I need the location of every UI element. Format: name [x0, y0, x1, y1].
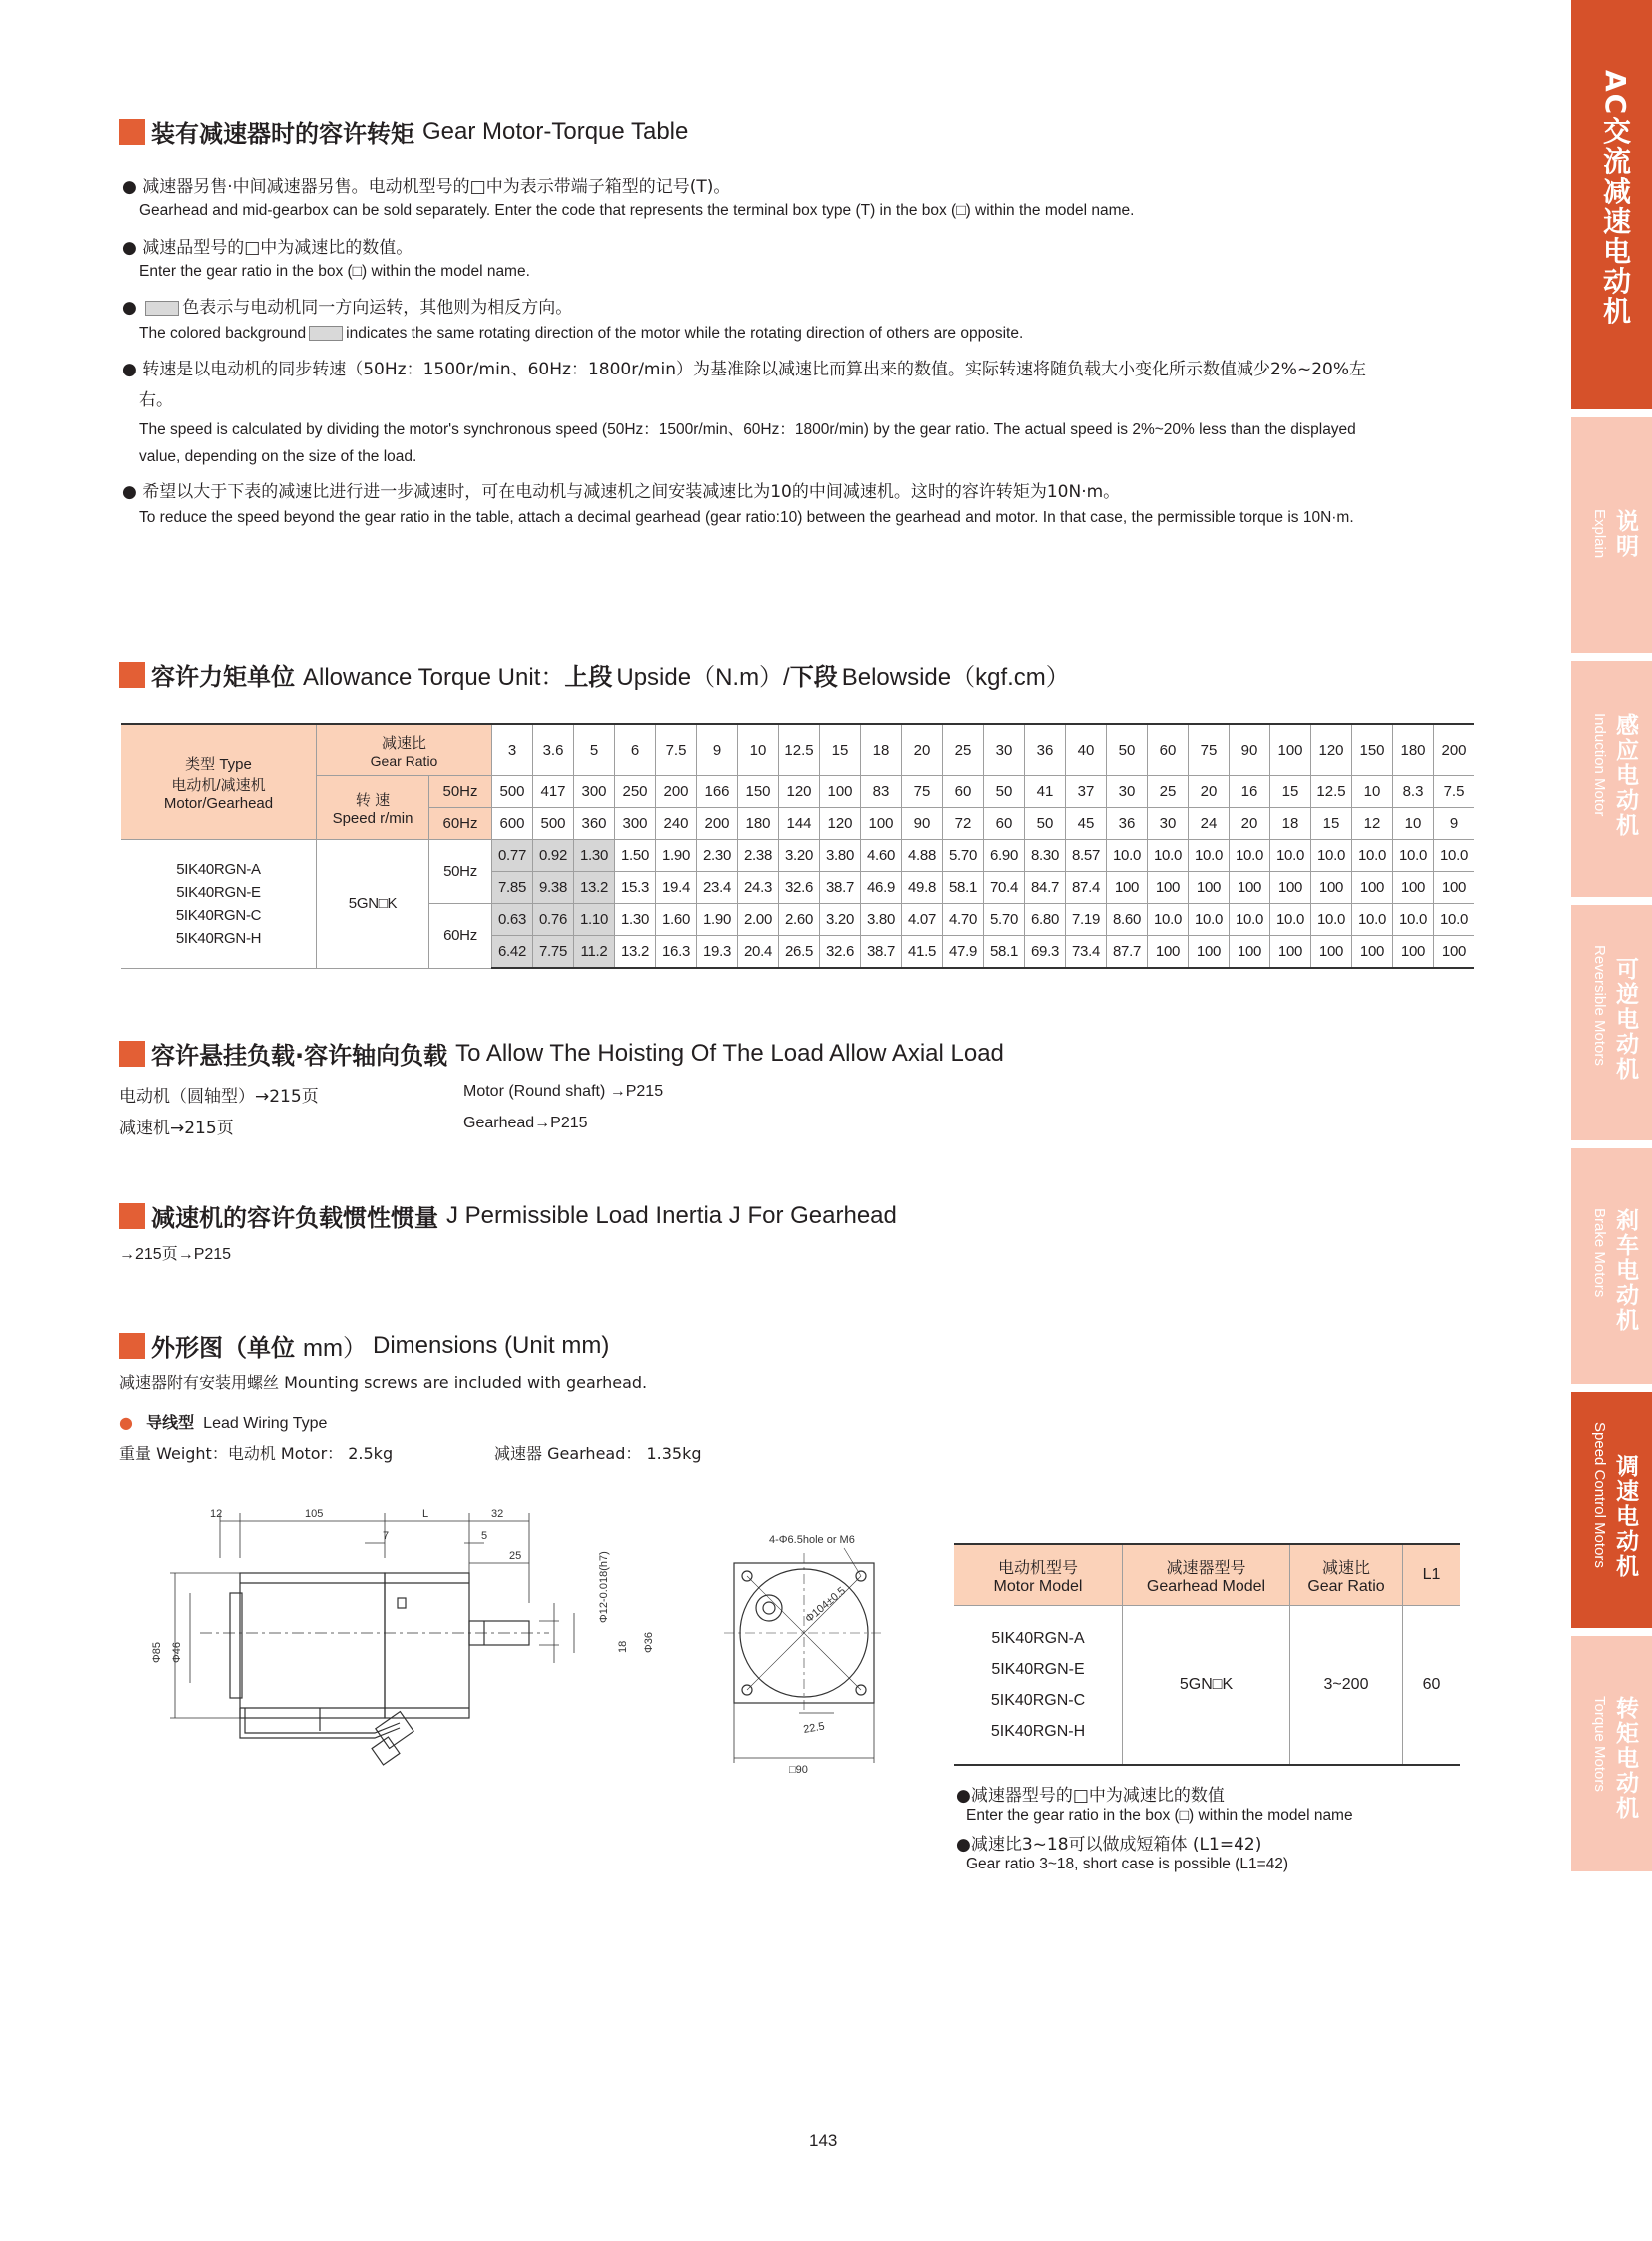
torque_50_kgf-cell: 23.4: [697, 872, 738, 904]
torque_50_nm-cell: 5.70: [943, 840, 984, 872]
speed-header: 转 速 Speed r/min: [317, 776, 429, 840]
speed_60-cell: 60: [984, 808, 1025, 840]
note-2-en: Enter the gear ratio in the box (□) within the model name.: [139, 263, 530, 280]
note-2-cn: ● 减速品型号的□中为减速比的数值。: [122, 238, 413, 258]
torque_50_nm-cell: 10.0: [1393, 840, 1434, 872]
speed_50-cell: 37: [1066, 776, 1107, 808]
torque_50_kgf-cell: 46.9: [861, 872, 902, 904]
section-marker: [119, 662, 145, 688]
torque_60_kgf-cell: 100: [1311, 936, 1352, 969]
torque_50_kgf-cell: 7.85: [492, 872, 533, 904]
torque_50_nm-cell: 10.0: [1434, 840, 1475, 872]
torque_50_nm-cell: 1.50: [615, 840, 656, 872]
speed_60-cell: 9: [1434, 808, 1475, 840]
torque_60_kgf-cell: 100: [1148, 936, 1189, 969]
speed_50-cell: 417: [533, 776, 574, 808]
ratios-cell: 180: [1393, 724, 1434, 776]
torque_50_kgf-cell: 100: [1107, 872, 1148, 904]
speed_50-cell: 25: [1148, 776, 1189, 808]
torque_60_nm-cell: 8.60: [1107, 904, 1148, 936]
speed_60-cell: 600: [492, 808, 533, 840]
tab-explain[interactable]: 说明 Explain: [1571, 417, 1652, 653]
torque_50_kgf-cell: 84.7: [1025, 872, 1066, 904]
mounting-screws-note: 减速器附有安装用螺丝 Mounting screws are included with gearhead.: [119, 1373, 648, 1392]
torque_50_nm-cell: 3.80: [820, 840, 861, 872]
lead-wiring-type: ● 导线型 Lead Wiring Type: [119, 1413, 328, 1432]
weight-gearhead: 减速器 Gearhead： 1.35kg: [494, 1444, 702, 1463]
torque_50_nm-cell: 1.90: [656, 840, 697, 872]
dim-l: L: [422, 1508, 429, 1520]
torque_50_nm-cell: 1.30: [574, 840, 615, 872]
torque-freq-50: 50Hz: [429, 840, 492, 904]
ratios-cell: 15: [820, 724, 861, 776]
torque_50_nm-cell: 2.30: [697, 840, 738, 872]
torque_50_kgf-cell: 100: [1270, 872, 1311, 904]
torque_60_kgf-cell: 100: [1393, 936, 1434, 969]
dim-22-5: 22.5: [802, 1720, 826, 1736]
torque_60_nm-cell: 2.60: [779, 904, 820, 936]
torque_60_nm-cell: 10.0: [1148, 904, 1189, 936]
torque_50_kgf-cell: 100: [1352, 872, 1393, 904]
torque_50_kgf-cell: 15.3: [615, 872, 656, 904]
header-l1: L1: [1403, 1544, 1461, 1606]
l1-cell: 60: [1403, 1606, 1461, 1766]
speed_60-cell: 120: [820, 808, 861, 840]
torque_60_nm-cell: 10.0: [1434, 904, 1475, 936]
torque_60_kgf-cell: 7.75: [533, 936, 574, 969]
dim-12: 12: [210, 1508, 223, 1520]
dim-32: 32: [491, 1508, 504, 1520]
speed_60-cell: 144: [779, 808, 820, 840]
tab-brake-motors[interactable]: 刹车电动机 Brake Motors: [1571, 1148, 1652, 1384]
speed_60-cell: 300: [615, 808, 656, 840]
torque_60_nm-cell: 5.70: [984, 904, 1025, 936]
speed_50-cell: 16: [1230, 776, 1270, 808]
inertia-ref: →215页→P215: [119, 1246, 232, 1263]
speed_50-cell: 83: [861, 776, 902, 808]
ratios-cell: 120: [1311, 724, 1352, 776]
torque_50_kgf-cell: 49.8: [902, 872, 943, 904]
torque_60_kgf-cell: 32.6: [820, 936, 861, 969]
torque_60_kgf-cell: 38.7: [861, 936, 902, 969]
torque_50_nm-cell: 2.38: [738, 840, 779, 872]
torque_50_nm-cell: 8.30: [1025, 840, 1066, 872]
speed_60-cell: 20: [1230, 808, 1270, 840]
speed_50-cell: 15: [1270, 776, 1311, 808]
torque_50_nm-cell: 4.88: [902, 840, 943, 872]
speed_50-cell: 250: [615, 776, 656, 808]
gearhead-model-cell: 5GN□K: [1123, 1606, 1290, 1766]
dim-18: 18: [617, 1640, 629, 1653]
speed-50-row: [121, 776, 1474, 808]
torque_60_kgf-cell: 58.1: [984, 936, 1025, 969]
torque_60_nm-cell: 10.0: [1270, 904, 1311, 936]
dim-phi46: Φ46: [171, 1641, 183, 1663]
speed_50-cell: 120: [779, 776, 820, 808]
speed_60-cell: 360: [574, 808, 615, 840]
freq-60: 60Hz: [429, 808, 492, 840]
speed_60-cell: 50: [1025, 808, 1066, 840]
note-1-en: Gearhead and mid-gearbox can be sold separately. Enter the code that represents the terminal box type (T) in the box (□) within the model name.: [139, 202, 1135, 219]
tab-induction-motor[interactable]: 感应电动机 Induction Motor: [1571, 661, 1652, 897]
ratios-cell: 30: [984, 724, 1025, 776]
ratios-cell: 36: [1025, 724, 1066, 776]
section-title-allowance-torque: 容许力矩单位 Allowance Torque Unit： 上段 Upside（N.m）/ 下段 Belowside（kgf.cm）: [119, 657, 1070, 692]
torque_60_kgf-cell: 100: [1189, 936, 1230, 969]
section-title-load-inertia: 减速机的容许负载惯性惯量 J Permissible Load Inertia J For Gearhead: [119, 1198, 897, 1233]
speed_60-cell: 36: [1107, 808, 1148, 840]
model-table: [954, 1543, 1460, 1766]
torque_60_kgf-cell: 87.7: [1107, 936, 1148, 969]
torque_60_nm-cell: 1.90: [697, 904, 738, 936]
note-3-en: The colored background indicates the same rotating direction of the motor while the rotating direction of others are opposite.: [139, 325, 1024, 342]
note-4-cn: ● 转速是以电动机的同步转速（50Hz：1500r/min、60Hz：1800r/min）为基准除以减速比而算出来的数值。实际转速将随负载大小变化所示数值减少2%~20%左: [122, 360, 1366, 379]
torque_50_nm-cell: 10.0: [1311, 840, 1352, 872]
torque_50_kgf-cell: 100: [1189, 872, 1230, 904]
torque_50_nm-cell: 3.20: [779, 840, 820, 872]
torque_60_kgf-cell: 100: [1270, 936, 1311, 969]
speed_60-cell: 30: [1148, 808, 1189, 840]
torque_50_kgf-cell: 70.4: [984, 872, 1025, 904]
ratios-cell: 3: [492, 724, 533, 776]
torque_50_kgf-cell: 100: [1434, 872, 1475, 904]
torque_60_nm-cell: 3.20: [820, 904, 861, 936]
torque_50_kgf-cell: 100: [1393, 872, 1434, 904]
torque_50_kgf-cell: 87.4: [1066, 872, 1107, 904]
color-swatch: [309, 326, 343, 341]
torque-50-nm-row: [121, 840, 1474, 872]
tab-ac-gear-motor[interactable]: AC交流减速电动机: [1571, 0, 1652, 409]
note-4-en-cont: value, depending on the size of the load.: [139, 448, 417, 465]
torque_60_nm-cell: 0.76: [533, 904, 574, 936]
dim-90: □90: [789, 1764, 808, 1776]
motor-ref-en: Motor (Round shaft) →P215: [463, 1083, 664, 1100]
dim-phi12: Φ12-0.018(h7): [598, 1551, 610, 1623]
torque_60_nm-cell: 1.30: [615, 904, 656, 936]
ratios-cell: 3.6: [533, 724, 574, 776]
note-4-cn-cont: 右。: [139, 390, 173, 410]
bullet-icon: ●: [119, 1413, 133, 1432]
speed_60-cell: 10: [1393, 808, 1434, 840]
note-3-cn: ● 色表示与电动机同一方向运转，其他则为相反方向。: [122, 298, 573, 318]
speed_60-cell: 45: [1066, 808, 1107, 840]
ratios-cell: 25: [943, 724, 984, 776]
speed_50-cell: 75: [902, 776, 943, 808]
speed_50-cell: 12.5: [1311, 776, 1352, 808]
model-note-2-cn: ●减速比3~18可以做成短箱体 (L1=42): [956, 1835, 1262, 1855]
color-swatch: [145, 301, 179, 316]
motor-models: 5IK40RGN-A 5IK40RGN-E 5IK40RGN-C 5IK40RGN-H: [954, 1606, 1123, 1766]
model-table-header: [954, 1544, 1460, 1606]
torque_50_nm-cell: 10.0: [1270, 840, 1311, 872]
page-number: 143: [809, 2131, 838, 2150]
speed_50-cell: 50: [984, 776, 1025, 808]
ratios-cell: 90: [1230, 724, 1270, 776]
speed_50-cell: 30: [1107, 776, 1148, 808]
ratios-cell: 60: [1148, 724, 1189, 776]
header-gearhead-model: 减速器型号 Gearhead Model: [1123, 1544, 1290, 1606]
model-list: 5IK40RGN-A 5IK40RGN-E 5IK40RGN-C 5IK40RGN-H: [121, 840, 317, 969]
ratios-cell: 7.5: [656, 724, 697, 776]
speed_50-cell: 300: [574, 776, 615, 808]
ratios-cell: 5: [574, 724, 615, 776]
freq-50: 50Hz: [429, 776, 492, 808]
torque_60_nm-cell: 10.0: [1189, 904, 1230, 936]
dim-phi85: Φ85: [151, 1641, 163, 1663]
ratios-cell: 100: [1270, 724, 1311, 776]
note-5-en: To reduce the speed beyond the gear ratio in the table, attach a decimal gearhead (gear ratio:10) between the gearhead and motor. In that case, the permissible torque is 10N·m.: [139, 509, 1354, 526]
torque_50_kgf-cell: 13.2: [574, 872, 615, 904]
torque-freq-60: 60Hz: [429, 904, 492, 969]
speed_60-cell: 180: [738, 808, 779, 840]
note-5-cn: ● 希望以大于下表的减速比进行进一步减速时，可在电动机与减速机之间安装减速比为10的中间减速机。这时的容许转矩为10N·m。: [122, 482, 1121, 502]
speed_60-cell: 72: [943, 808, 984, 840]
section-marker: [119, 1041, 145, 1067]
torque_60_nm-cell: 7.19: [1066, 904, 1107, 936]
speed_50-cell: 8.3: [1393, 776, 1434, 808]
speed_60-cell: 90: [902, 808, 943, 840]
torque_60_nm-cell: 4.07: [902, 904, 943, 936]
ratios-cell: 200: [1434, 724, 1475, 776]
model-note-1-en: Enter the gear ratio in the box (□) within the model name: [966, 1807, 1353, 1824]
model-note-1-cn: ●减速器型号的□中为减速比的数值: [956, 1786, 1225, 1806]
torque_60_nm-cell: 1.10: [574, 904, 615, 936]
gearhead-ref-cn: 减速机→215页: [119, 1119, 234, 1138]
torque_60_nm-cell: 3.80: [861, 904, 902, 936]
torque_60_kgf-cell: 26.5: [779, 936, 820, 969]
torque_60_nm-cell: 10.0: [1352, 904, 1393, 936]
section-marker: [119, 1203, 145, 1229]
torque_50_nm-cell: 10.0: [1230, 840, 1270, 872]
torque_60_nm-cell: 0.63: [492, 904, 533, 936]
torque_60_kgf-cell: 100: [1230, 936, 1270, 969]
header-gear-ratio: 减速比 Gear Ratio: [1290, 1544, 1403, 1606]
torque-table: [121, 723, 1474, 969]
ratio-cell: 3~200: [1290, 1606, 1403, 1766]
torque_50_nm-cell: 4.60: [861, 840, 902, 872]
torque_60_nm-cell: 4.70: [943, 904, 984, 936]
torque_50_kgf-cell: 38.7: [820, 872, 861, 904]
speed_50-cell: 60: [943, 776, 984, 808]
torque_60_nm-cell: 10.0: [1393, 904, 1434, 936]
ratios-cell: 150: [1352, 724, 1393, 776]
type-header: 类型 Type 电动机/减速机 Motor/Gearhead: [121, 724, 317, 840]
ratios-cell: 10: [738, 724, 779, 776]
ratios-cell: 6: [615, 724, 656, 776]
section-title-dimensions: 外形图（单位 mm） Dimensions (Unit mm): [119, 1328, 609, 1363]
speed_60-cell: 500: [533, 808, 574, 840]
torque_50_kgf-cell: 100: [1311, 872, 1352, 904]
speed_60-cell: 24: [1189, 808, 1230, 840]
torque_60_kgf-cell: 100: [1352, 936, 1393, 969]
torque_50_kgf-cell: 9.38: [533, 872, 574, 904]
dim-phi36: Φ36: [643, 1631, 655, 1653]
section-title-torque-table: 装有减速器时的容许转矩 Gear Motor-Torque Table: [119, 114, 688, 149]
header-motor-model: 电动机型号 Motor Model: [954, 1544, 1123, 1606]
ratios-cell: 18: [861, 724, 902, 776]
speed_60-cell: 12: [1352, 808, 1393, 840]
note-1-cn: ● 减速器另售·中间减速器另售。电动机型号的□中为表示带端子箱型的记号(T)。: [122, 177, 731, 197]
torque_60_kgf-cell: 41.5: [902, 936, 943, 969]
torque_60_kgf-cell: 13.2: [615, 936, 656, 969]
torque_60_nm-cell: 10.0: [1311, 904, 1352, 936]
dim-7: 7: [383, 1530, 390, 1542]
speed_50-cell: 10: [1352, 776, 1393, 808]
gearhead-ref-en: Gearhead→P215: [463, 1115, 588, 1131]
torque_60_kgf-cell: 6.42: [492, 936, 533, 969]
torque_60_kgf-cell: 47.9: [943, 936, 984, 969]
torque_50_kgf-cell: 100: [1148, 872, 1189, 904]
speed_50-cell: 500: [492, 776, 533, 808]
torque_50_nm-cell: 10.0: [1352, 840, 1393, 872]
note-4-en: The speed is calculated by dividing the motor's synchronous speed (50Hz：1500r/min、60Hz：1800r/min) by the gear ratio. The actual speed is 2%~20% less than the displayed: [139, 421, 1356, 438]
model-table-row: [954, 1606, 1460, 1766]
motor-ref-cn: 电动机（圆轴型）→215页: [119, 1087, 319, 1107]
gearhead-model: 5GN□K: [317, 840, 429, 969]
torque_50_kgf-cell: 58.1: [943, 872, 984, 904]
speed_60-cell: 240: [656, 808, 697, 840]
torque_60_nm-cell: 1.60: [656, 904, 697, 936]
speed_50-cell: 150: [738, 776, 779, 808]
hole-label: 4-Φ6.5hole or M6: [769, 1534, 855, 1546]
ratios-cell: 9: [697, 724, 738, 776]
ratios-cell: 12.5: [779, 724, 820, 776]
speed_50-cell: 7.5: [1434, 776, 1475, 808]
torque_60_kgf-cell: 19.3: [697, 936, 738, 969]
section-marker: [119, 1333, 145, 1359]
torque_60_kgf-cell: 100: [1434, 936, 1475, 969]
torque_50_kgf-cell: 100: [1230, 872, 1270, 904]
torque_60_kgf-cell: 11.2: [574, 936, 615, 969]
front-view-drawing: [714, 1523, 914, 1803]
torque_50_nm-cell: 10.0: [1107, 840, 1148, 872]
torque_60_nm-cell: 6.80: [1025, 904, 1066, 936]
section-title-hoisting-load: 容许悬挂负载·容许轴向负载 To Allow The Hoisting Of The Load Allow Axial Load: [119, 1036, 1004, 1071]
torque_60_nm-cell: 2.00: [738, 904, 779, 936]
torque_50_nm-cell: 8.57: [1066, 840, 1107, 872]
speed_50-cell: 41: [1025, 776, 1066, 808]
ratios-cell: 20: [902, 724, 943, 776]
speed_50-cell: 20: [1189, 776, 1230, 808]
torque_60_kgf-cell: 20.4: [738, 936, 779, 969]
torque_60_nm-cell: 10.0: [1230, 904, 1270, 936]
ratios-cell: 75: [1189, 724, 1230, 776]
torque_50_kgf-cell: 24.3: [738, 872, 779, 904]
section-marker: [119, 119, 145, 145]
ratios-cell: 40: [1066, 724, 1107, 776]
tab-torque-motors[interactable]: 转矩电动机 Torque Motors: [1571, 1636, 1652, 1871]
torque_50_nm-cell: 6.90: [984, 840, 1025, 872]
dim-105: 105: [305, 1508, 324, 1520]
speed_60-cell: 18: [1270, 808, 1311, 840]
speed_50-cell: 200: [656, 776, 697, 808]
torque_50_kgf-cell: 19.4: [656, 872, 697, 904]
torque_60_kgf-cell: 73.4: [1066, 936, 1107, 969]
dim-5: 5: [481, 1530, 488, 1542]
speed_60-cell: 200: [697, 808, 738, 840]
ratio-header: 减速比 Gear Ratio: [317, 724, 492, 776]
speed_60-cell: 15: [1311, 808, 1352, 840]
ratios-cell: 50: [1107, 724, 1148, 776]
model-note-2-en: Gear ratio 3~18, short case is possible (L1=42): [966, 1856, 1289, 1872]
tab-speed-control-motors[interactable]: 调速电动机 Speed Control Motors: [1571, 1392, 1652, 1628]
pcd-label: Φ104±0.5: [803, 1584, 849, 1626]
side-view-drawing: [140, 1503, 659, 1803]
speed_60-cell: 100: [861, 808, 902, 840]
torque_50_nm-cell: 10.0: [1148, 840, 1189, 872]
speed_50-cell: 166: [697, 776, 738, 808]
torque_50_nm-cell: 0.92: [533, 840, 574, 872]
tab-reversible-motors[interactable]: 可逆电动机 Reversible Motors: [1571, 905, 1652, 1140]
torque_60_kgf-cell: 16.3: [656, 936, 697, 969]
dim-25: 25: [509, 1550, 522, 1562]
torque_50_kgf-cell: 32.6: [779, 872, 820, 904]
ratio-header-row: [121, 724, 1474, 776]
torque_50_nm-cell: 10.0: [1189, 840, 1230, 872]
torque_50_nm-cell: 0.77: [492, 840, 533, 872]
speed_50-cell: 100: [820, 776, 861, 808]
torque_60_kgf-cell: 69.3: [1025, 936, 1066, 969]
weight-motor: 重量 Weight：电动机 Motor： 2.5kg: [119, 1444, 394, 1463]
